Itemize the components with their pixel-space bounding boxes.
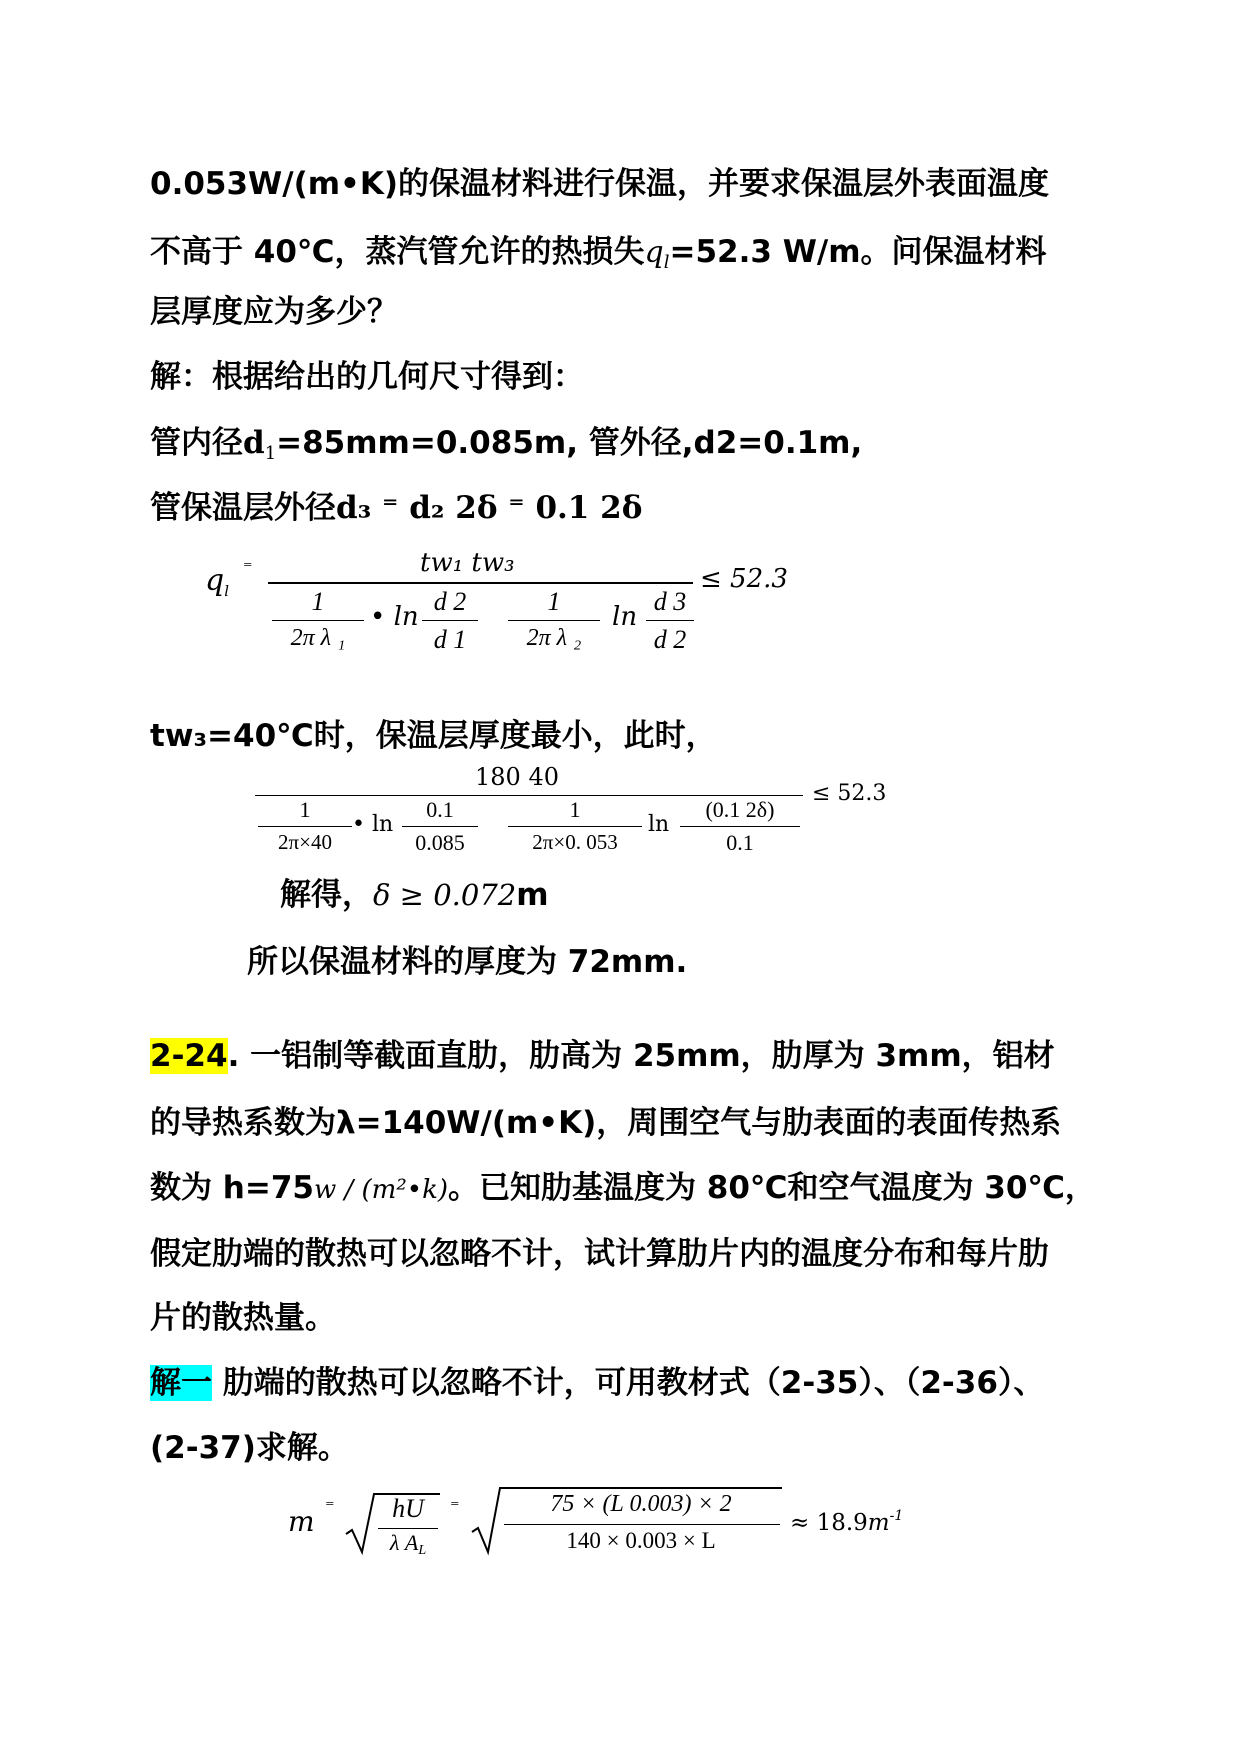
eq1-f1-num: 1 [311, 587, 325, 616]
eq2-fraction-bar [255, 795, 803, 796]
eq1-ln: ln [612, 602, 638, 632]
solution-one-line: 解一 肋端的散热可以忽略不计，可用教材式（2-35）、（2-36）、 [150, 1365, 1045, 1401]
eq3-r1-den: λ $A_L$ [389, 1530, 427, 1558]
eq2-f3-num: 1 [569, 797, 581, 822]
eq1-f3-num: 1 [547, 587, 561, 616]
text-line: 数为 h=75w / (m²•k)。已知肋基温度为 80℃和空气温度为 30℃， [150, 1170, 1096, 1206]
conclusion-line: 所以保温材料的厚度为 72mm. [247, 944, 688, 980]
eq1-f2-bar [422, 620, 478, 621]
eq1-f1-den: 2π λ ₁ [290, 625, 346, 651]
text-line: 的导热系数为λ=140W/(m•K)，周围空气与肋表面的表面传热系 [150, 1105, 1062, 1141]
eq2-f2-den: 0.085 [415, 830, 465, 855]
result-line: 解得，δ ≥ 0.072m [280, 877, 549, 913]
solution-tag-highlight: 解一 [150, 1365, 212, 1401]
eq1-f2-den: d 1 [433, 625, 467, 654]
eq3-r2-num: 75 × (L 0.003) × 2 [550, 1491, 732, 1517]
eq1-f3-bar [508, 620, 600, 621]
text-line: 不高于 40℃，蒸汽管允许的热损失$q_l=52.3$ W/m。问保温材料 [150, 234, 1047, 273]
eq2-f1-den: 2π×40 [278, 830, 332, 854]
eq3-r1-num: hU [392, 1494, 424, 1523]
heat-loss-symbol: q [644, 235, 664, 270]
text-line: 假定肋端的散热可以忽略不计，试计算肋片内的温度分布和每片肋 [150, 1236, 1049, 1272]
eq2-f3-bar [508, 826, 642, 827]
eq2-rhs: ≤ 52.3 [812, 781, 887, 806]
text-line: tw₃=40℃时，保温层厚度最小，此时， [150, 718, 717, 754]
eq2-f4-bar [680, 826, 800, 827]
result-expression: δ ≥ 0.072 [373, 878, 517, 912]
eq3-rhs: ≈ $18.9m^{-1}$ [790, 1508, 904, 1536]
eq1-f4-num: d 3 [653, 587, 687, 616]
eq1-f1-bar [272, 620, 364, 621]
eq1-f4-den: d 2 [653, 625, 687, 654]
eq3-r2-bar [504, 1524, 780, 1525]
unit-expression: w / (m²•k) [313, 1175, 448, 1205]
eq1-rhs: ≤ 52.3 [700, 564, 788, 594]
eq1-f4-bar [646, 620, 694, 621]
eq2-f4-den: 0.1 [726, 830, 754, 855]
solution-intro: 解：根据给出的几何尺寸得到： [150, 359, 584, 395]
eq2-f1-bar [258, 826, 352, 827]
eq1-equals: ⁼ [243, 558, 253, 579]
problem-line: 2-24. 一铝制等截面直肋，肋高为 25mm，肋厚为 3mm，铝材 [150, 1038, 1055, 1074]
eq3-m: m [288, 1505, 315, 1538]
text-line: 管保温层外径d₃ ⁼ d₂ 2δ ⁼ 0.1 2δ [150, 490, 643, 526]
d3-expression: d₃ ⁼ d₂ 2δ ⁼ 0.1 2δ [336, 490, 643, 526]
eq2-f2-bar [402, 826, 478, 827]
text-line: 层厚度应为多少？ [150, 294, 398, 330]
eq2-numerator: 180 40 [475, 763, 559, 791]
text-line: 管内径$d_1=85mm=0.085m$, 管外径,d2=0.1m, [150, 425, 863, 464]
eq2-dot-ln: • ln [352, 812, 394, 837]
eq2-f1-num: 1 [299, 797, 311, 822]
text-line: 0.053W/(m•K)的保温材料进行保温，并要求保温层外表面温度 [150, 166, 1050, 202]
eq2-f3-den: 2π×0. 053 [532, 830, 618, 854]
text-line: 片的散热量。 [150, 1300, 336, 1336]
eq2-ln: ln [648, 812, 670, 837]
eq2-f4-num: (0.1 2δ) [705, 797, 775, 822]
eq1-f2-num: d 2 [433, 587, 467, 616]
eq3-equals-2: ⁼ [450, 1497, 460, 1518]
eq3-equals-1: ⁼ [325, 1497, 335, 1518]
eq1-fraction-bar [268, 582, 693, 584]
eq1-lhs: $q_l$ [205, 563, 230, 600]
eq3-r2-den: 140 × 0.003 × L [566, 1528, 716, 1553]
text-line: (2-37)求解。 [150, 1430, 349, 1466]
eq2-f2-num: 0.1 [426, 797, 454, 822]
eq1-dot-ln: • ln [370, 602, 419, 632]
eq1-numerator: tw₁ tw₃ [420, 548, 515, 578]
eq1-f3-den: 2π λ ₂ [526, 625, 582, 651]
eq3-r1-bar [378, 1528, 438, 1529]
problem-number-highlight: 2-24 [150, 1038, 228, 1074]
